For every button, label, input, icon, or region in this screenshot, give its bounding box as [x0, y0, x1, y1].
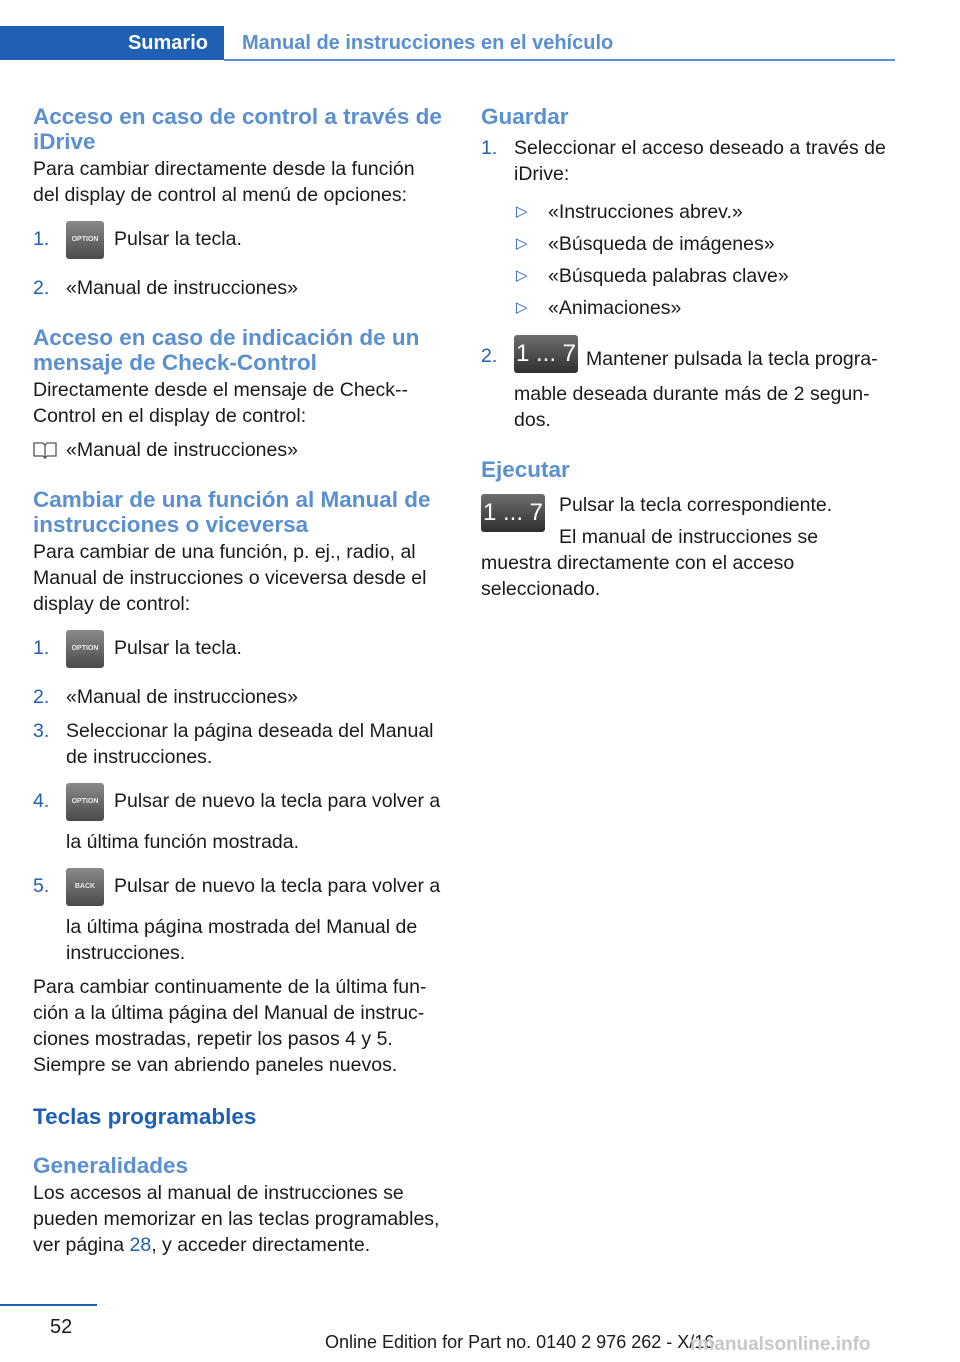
tab-sumario[interactable]: Sumario [0, 26, 224, 60]
option-key-icon: OPTION [66, 783, 104, 821]
back-key-icon: BACK [66, 868, 104, 906]
step-text: Pulsar la tecla. [114, 637, 242, 659]
step-number: 1. [33, 228, 50, 250]
sub-item: ▷ «Animaciones» [516, 297, 682, 319]
step-number: 2. [33, 277, 50, 299]
right-column [481, 104, 893, 602]
section-heading: Acceso en caso de control a través de iDrive [33, 104, 442, 154]
steps-list [481, 135, 893, 433]
paragraph: Para cambiar de una función, p. ej., radio, al Manual de instrucciones o viceversa desde el display de control: [33, 541, 427, 615]
step-text: Seleccionar el acceso deseado a través de iDrive: [514, 137, 886, 185]
sub-list [514, 199, 893, 321]
edition-text: Online Edition for Part no. 0140 2 976 262 - X/16 [325, 1332, 715, 1352]
execute-block [481, 492, 893, 602]
paragraph: Pulsar la tecla correspondiente. [559, 494, 833, 516]
section-heading: Cambiar de una función al Manual de instrucciones o viceversa [33, 487, 431, 537]
triangle-bullet-icon: ▷ [516, 235, 528, 252]
watermark: rmanualsonline.info [690, 1334, 871, 1355]
paragraph: Para cambiar continuamente de la última fun‐ción a la última página del Manual de instruc‐ciones mostradas, repetir los pasos 4 y 5. Siempre se van abriendo paneles nuevos. [33, 976, 427, 1076]
page-number: 52 [50, 1316, 73, 1338]
step-number: 2. [481, 345, 498, 367]
step-number: 1. [481, 137, 498, 159]
list-item [33, 226, 445, 267]
page-link[interactable]: 28 [129, 1234, 152, 1256]
programmable-key-icon: 1 ... 7 [481, 494, 545, 532]
paragraph: Directamente desde el mensaje de Check--Control en el display de control: [33, 379, 409, 427]
steps-list [33, 226, 445, 301]
step-text: Mantener pulsada la tecla progra‐mable deseada durante más de 2 segun‐dos. [514, 348, 878, 431]
step-number: 5. [33, 875, 50, 897]
triangle-bullet-icon: ▷ [516, 267, 528, 284]
triangle-bullet-icon: ▷ [516, 299, 528, 316]
section-heading: Guardar [481, 104, 569, 129]
step-number: 4. [33, 790, 50, 812]
header-divider [224, 59, 895, 61]
step-number: 1. [33, 637, 50, 659]
step-number: 2. [33, 686, 50, 708]
chapter-title: Manual de instrucciones en el vehículo [242, 32, 614, 54]
list-item [481, 340, 893, 433]
programmable-key-icon: 1 ... 7 [514, 335, 578, 373]
sub-item: ▷ «Búsqueda palabras clave» [516, 265, 789, 287]
section-heading: Teclas programables [33, 1104, 257, 1129]
footer-divider [0, 1304, 97, 1306]
list-item [33, 788, 445, 855]
step-text: Pulsar de nuevo la tecla para volver a la última función mostrada. [66, 790, 441, 853]
paragraph: El manual de instrucciones se muestra directamente con el acceso seleccionado. [481, 526, 819, 600]
book-item [33, 437, 445, 463]
section-heading: Ejecutar [481, 457, 570, 482]
paragraph: Para cambiar directamente desde la función del display de control al menú de opciones: [33, 158, 415, 206]
list-item [481, 135, 893, 321]
list-item [33, 275, 445, 301]
page-header [0, 26, 895, 62]
sub-item: ▷ «Búsqueda de imágenes» [516, 233, 775, 255]
paragraph: Los accesos al manual de instrucciones se pueden memorizar en las teclas programables, ver página 28, y acceder directamente. [33, 1182, 440, 1256]
option-key-icon: OPTION [66, 630, 104, 668]
left-column [33, 104, 445, 1258]
subsection-heading: Generalidades [33, 1153, 189, 1178]
step-text: Seleccionar la página deseada del Manual de instrucciones. [66, 720, 434, 768]
step-text: «Manual de instrucciones» [66, 277, 298, 299]
step-text: «Manual de instrucciones» [66, 686, 298, 708]
step-text: Pulsar de nuevo la tecla para volver a la última página mostrada del Manual de instrucciones. [66, 875, 441, 964]
book-icon [33, 441, 57, 459]
book-item-text: «Manual de instrucciones» [66, 439, 298, 461]
sub-item: ▷ «Instrucciones abrev.» [516, 201, 743, 223]
list-item [33, 684, 445, 710]
step-text: Pulsar la tecla. [114, 228, 242, 250]
step-number: 3. [33, 720, 50, 742]
steps-list [33, 635, 445, 966]
list-item [33, 718, 445, 770]
triangle-bullet-icon: ▷ [516, 203, 528, 220]
option-key-icon: OPTION [66, 221, 104, 259]
list-item [33, 635, 445, 676]
section-heading: Acceso en caso de indicación de un mensaje de Check-Control [33, 325, 420, 375]
list-item [33, 873, 445, 966]
